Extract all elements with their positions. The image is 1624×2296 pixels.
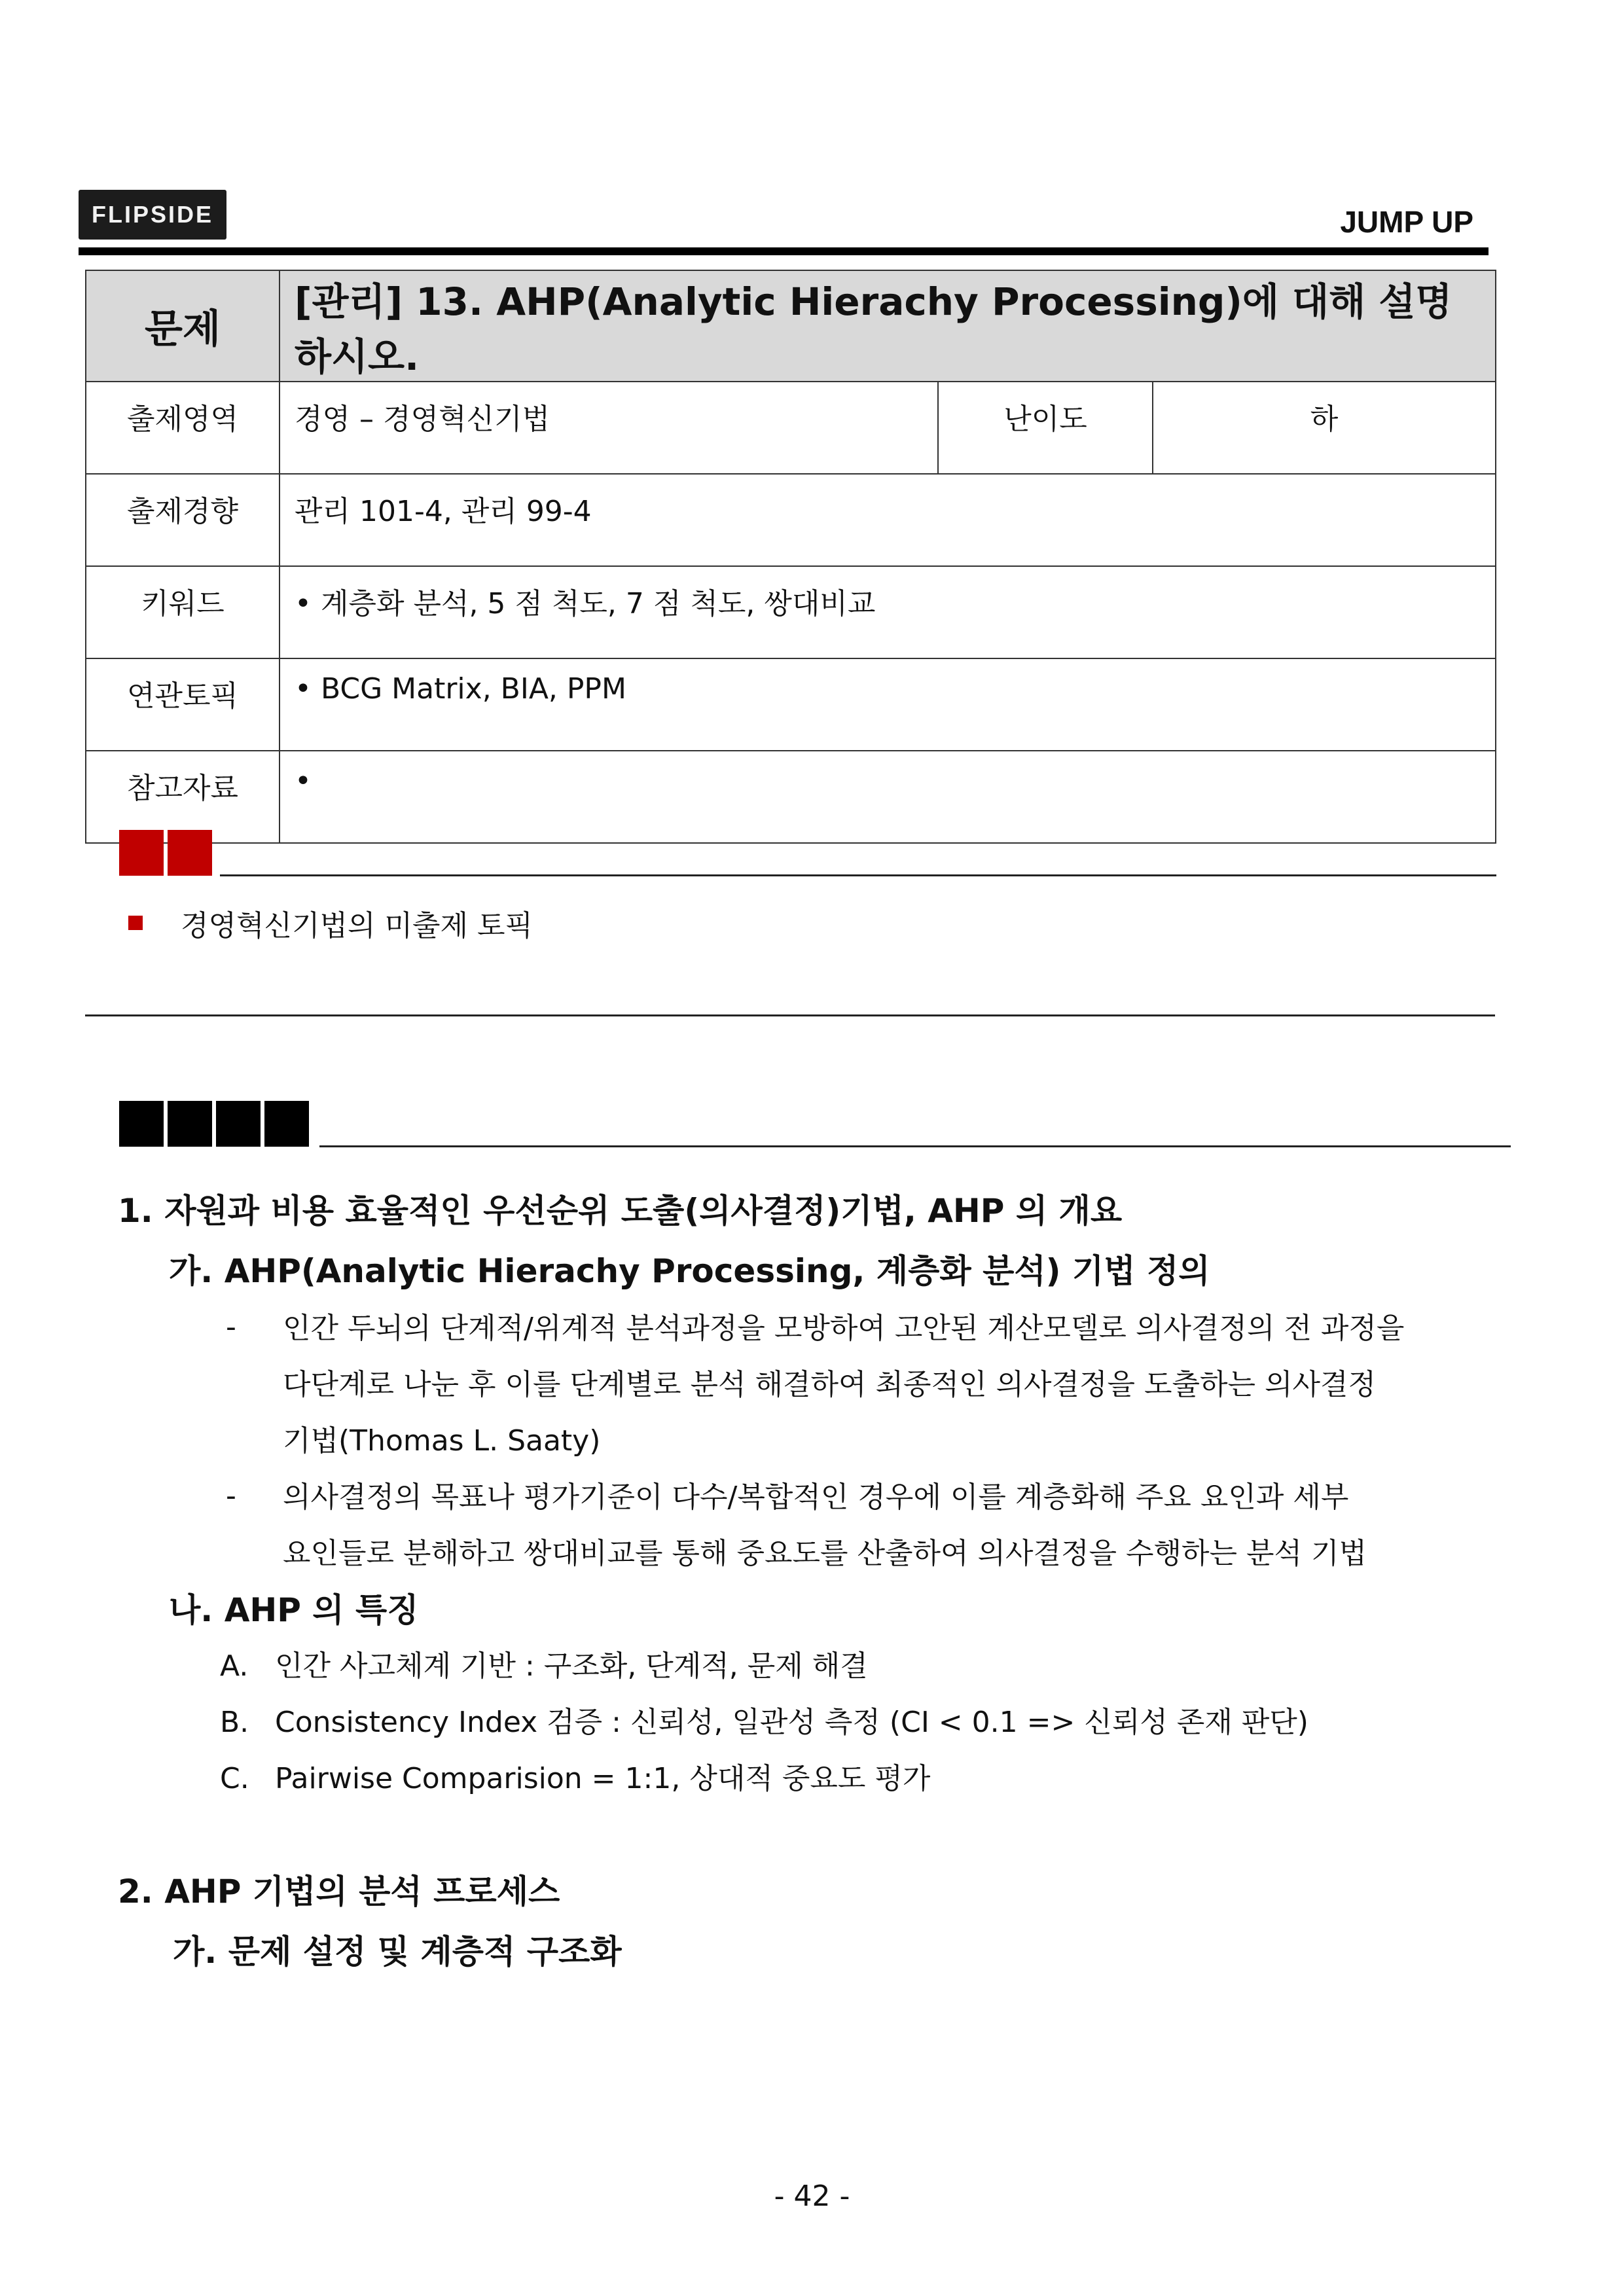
row-label: 출제영역 [86,382,280,474]
table-row [86,751,1496,843]
section-rule [220,874,1496,876]
heading-2: 2. AHP 기법의 분석 프로세스 [118,1873,560,1910]
list-item: Pairwise Comparision = 1:1, 상대적 중요도 평가 [275,1762,931,1795]
table-row [86,474,1496,566]
title-label: 문제 [86,270,280,382]
definition-line: 기법(Thomas L. Saaty) [283,1424,601,1458]
section-marker-black [119,1101,309,1147]
bullet-text: 경영혁신기법의 미출제 토픽 [181,909,533,942]
dash-marker: - [226,1310,236,1344]
definition-line: 의사결정의 목표나 평가기준이 다수/복합적인 경우에 이를 계층화해 주요 요인과 세부 [283,1480,1349,1514]
dash-marker: - [226,1479,236,1513]
table-row [86,566,1496,658]
row-label: 연관토픽 [86,658,280,751]
row-value: 경영 – 경영혁신기법 [280,382,938,474]
heading-1: 1. 자원과 비용 효율적인 우선순위 도출(의사결정)기법, AHP 의 개요 [118,1192,1123,1230]
difficulty-value: 하 [1153,382,1496,474]
row-label: 출제경향 [86,474,280,566]
heading-1b: 나. AHP 의 특징 [169,1591,419,1629]
row-value: • [280,751,1496,843]
header-title: JUMP UP [1340,205,1473,239]
row-label: 참고자료 [86,751,280,843]
definition-line: 다단계로 나눈 후 이를 단계별로 분석 해결하여 최종적인 의사결정을 도출하는 의사결정 [283,1368,1377,1401]
heading-1a: 가. AHP(Analytic Hierachy Processing, 계층화 분석) 기법 정의 [169,1252,1210,1290]
problem-info-table [85,270,1496,844]
table-row [86,382,1496,474]
difficulty-label: 난이도 [938,382,1153,474]
section-divider [85,1014,1495,1016]
square-bullet-icon [128,916,143,930]
list-item: Consistency Index 검증 : 신뢰성, 일관성 측정 (CI < 0.1 => 신뢰성 존재 판단) [275,1706,1308,1739]
list-marker: A. [220,1649,249,1683]
flipside-logo: FLIPSIDE [79,190,226,240]
problem-title: [관리] 13. AHP(Analytic Hierachy Processing)에 대해 설명하시오. [280,270,1496,382]
title-row [86,270,1496,382]
heading-2a: 가. 문제 설정 및 계층적 구조화 [173,1933,622,1971]
section-marker-red [119,830,212,876]
list-marker: C. [220,1762,249,1795]
section-rule [319,1145,1511,1147]
row-value: 관리 101-4, 관리 99-4 [280,474,1496,566]
header-rule [79,247,1489,255]
page-number: - 42 - [774,2179,850,2213]
row-value: • BCG Matrix, BIA, PPM [280,658,1496,751]
list-marker: B. [220,1706,249,1739]
definition-line: 인간 두뇌의 단계적/위계적 분석과정을 모방하여 고안된 계산모델로 의사결정의 전 과정을 [283,1312,1405,1345]
untested-topic-bullet [128,902,533,944]
row-label: 키워드 [86,566,280,658]
table-row [86,658,1496,751]
list-item: 인간 사고체계 기반 : 구조화, 단계적, 문제 해결 [275,1649,868,1683]
row-value: • 계층화 분석, 5 점 척도, 7 점 척도, 쌍대비교 [280,566,1496,658]
definition-line: 요인들로 분해하고 쌍대비교를 통해 중요도를 산출하여 의사결정을 수행하는 분석 기법 [283,1537,1367,1570]
